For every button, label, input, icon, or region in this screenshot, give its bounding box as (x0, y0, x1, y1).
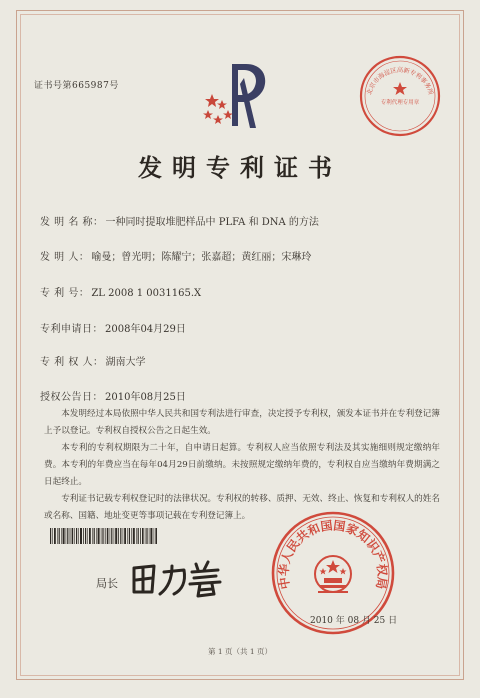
agency-seal (358, 54, 442, 138)
inventor-row (40, 248, 311, 263)
invention-name-value: 一种同时提取堆肥样品中 PLFA 和 DNA 的方法 (105, 217, 319, 228)
seal-ring-text: 中华人民共和国国家知识产权局 (276, 518, 390, 591)
patentee-value: 湖南大学 (105, 357, 146, 368)
seal-date: 2010 年 08 月 25 日 (310, 616, 398, 626)
patentee-row (40, 353, 146, 368)
inventor-value: 喻曼；曾光明；陈耀宁；张嘉超；黄红丽；宋琳玲 (91, 252, 312, 263)
page-footer: 第 1 页（共 1 页） (207, 647, 273, 656)
filing-date-row (40, 320, 186, 335)
filing-date-value: 2008年04月29日 (105, 324, 186, 335)
paragraph-grant: 本发明经过本局依照中华人民共和国专利法进行审查，决定授予专利权，颁发本证书并在专利登记簿上予以登记。专利权自授权公告之日起生效。 (44, 409, 440, 436)
agency-seal-ring-text: 北京市海淀区高新专利事务所 (365, 67, 435, 96)
paragraph-term: 本专利的专利权期限为二十年，自申请日起算。专利权人应当依照专利法及其实施细则规定缴纳年费。本专利的年费应当在每年04月29日前缴纳。未按照规定缴纳年费的，专利权自应当缴纳年费期满之日起终止。 (44, 443, 440, 487)
patentee-label: 专 利 权 人： (40, 357, 104, 368)
grant-date-value: 2010年08月25日 (105, 392, 186, 403)
national-emblem-icon (315, 556, 351, 592)
patent-number-row (40, 284, 201, 299)
grant-date-label: 授权公告日： (40, 392, 103, 403)
page-title: 发明专利证书 (138, 153, 342, 182)
invention-name-row (40, 213, 319, 228)
director-label: 局长 (96, 577, 118, 590)
certificate-number: 证书号第665987号 (34, 81, 119, 91)
invention-name-label: 发 明 名 称： (40, 217, 104, 228)
filing-date-label: 专利申请日： (40, 324, 103, 335)
agency-seal-center-text: 专利代理专用章 (380, 100, 420, 106)
paragraph-legal-status: 专利证书记载专利权登记时的法律状况。专利权的转移、质押、无效、终止、恢复和专利权人的姓名或名称、国籍、地址变更等事项记载在专利登记簿上。 (44, 494, 440, 521)
patent-number-label: 专 利 号： (40, 288, 90, 299)
patent-office-logo (198, 58, 282, 130)
patent-number-value: ZL 2008 1 0031165.X (91, 288, 202, 299)
barcode (50, 528, 158, 544)
director-signature (128, 558, 232, 600)
grant-date-row (40, 388, 186, 403)
inventor-label: 发 明 人： (40, 252, 90, 263)
